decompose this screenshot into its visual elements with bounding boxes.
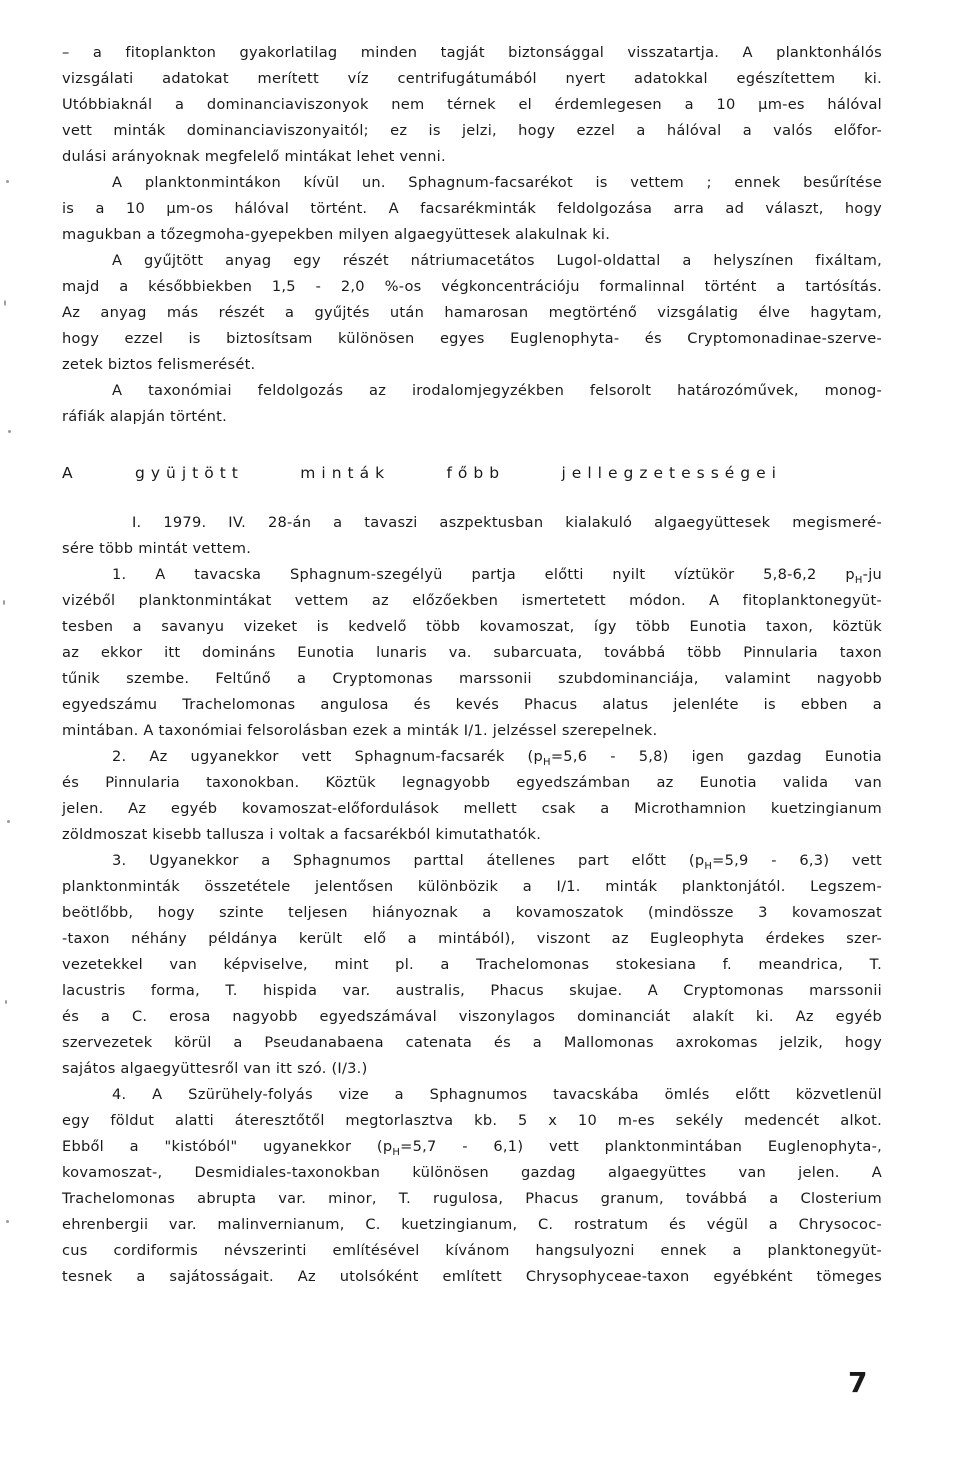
item-4-text-end: =5,7 - 6,1) vett planktonmintában Euglenophyta-, <box>400 1138 882 1155</box>
text-line: sajátos algaegyüttesről van itt szó. (I/3.) <box>62 1060 368 1077</box>
text-line: dulási arányoknak megfelelő mintákat lehet venni. <box>62 148 446 165</box>
text-line: tűnik szembe. Feltűnő a Cryptomonas marssonii szubdominanciája, valamint nagyobb <box>62 670 882 687</box>
scan-speck <box>5 1000 7 1004</box>
text-line: egy földut alatti áteresztőtől megtorlasztva kb. 5 x 10 m-es sekély medencét alkot. <box>62 1112 882 1129</box>
text-line: is a 10 μm-os hálóval történt. A facsarékminták feldolgozása arra ad választ, hogy <box>62 200 882 217</box>
text-line: ráfiák alapján történt. <box>62 408 227 425</box>
scan-speck <box>7 820 10 823</box>
item-2-text: 2. Az ugyanekkor vett Sphagnum-facsarék (p <box>112 748 544 765</box>
ph-subscript: H <box>392 1147 401 1158</box>
item-3-line <box>62 852 882 876</box>
section-heading: A gyüjtött minták főbb jellegzetességei <box>62 464 782 482</box>
text-line: az ekkor itt domináns Eunotia lunaris va. subarcuata, továbbá több Pinnularia taxon <box>62 644 882 661</box>
ph-subscript: H <box>854 575 863 586</box>
text-line: cus cordiformis névszerinti említésével kívánom hangsulyozni ennek a planktonegyüt- <box>62 1242 882 1259</box>
text-line: 4. A Szürühely-folyás vize a Sphagnumos tavacskába ömlés előtt közvetlenül <box>112 1086 882 1103</box>
text-line: majd a későbbiekben 1,5 - 2,0 %-os végkoncentrációju formalinnal történt a tartósítás. <box>62 278 882 295</box>
text-line: vizéből planktonmintákat vettem az előzőekben ismertetett módon. A fitoplanktonegyüt- <box>62 592 882 609</box>
scan-speck <box>3 600 5 605</box>
item-1-text: 1. A tavacska Sphagnum-szegélyü partja előtti nyilt víztükör 5,8-6,2 p <box>112 566 855 583</box>
text-line: egyedszámu Trachelomonas angulosa és kevés Phacus alatus jelenléte is ebben a <box>62 696 882 713</box>
text-line: I. 1979. IV. 28-án a tavaszi aszpektusban kialakuló algaegyüttesek megismeré- <box>132 514 882 531</box>
text-line: lacustris forma, T. hispida var. australis, Phacus skujae. A Cryptomonas marssonii <box>62 982 882 999</box>
text-line: – a fitoplankton gyakorlatilag minden tagját biztonsággal visszatartja. A planktonhálós <box>62 44 882 61</box>
text-line: jelen. Az egyéb kovamoszat-előfordulások mellett csak a Microthamnion kuetzingianum <box>62 800 882 817</box>
text-line: planktonminták összetétele jelentősen különbözik a I/1. minták planktonjától. Legszem- <box>62 878 882 895</box>
item-3-text-end: =5,9 - 6,3) vett <box>712 852 882 869</box>
text-line: magukban a tőzegmoha-gyepekben milyen algaegyüttesek alakulnak ki. <box>62 226 611 243</box>
page-number: 7 <box>848 1366 868 1399</box>
text-line: vezetekkel van képviselve, mint pl. a Trachelomonas stokesiana f. meandrica, T. <box>62 956 882 973</box>
text-line: A planktonmintákon kívül un. Sphagnum-facsarékot is vettem ; ennek besűrítése <box>112 174 882 191</box>
text-line: zetek biztos felismerését. <box>62 356 256 373</box>
text-line: A gyűjtött anyag egy részét nátriumacetátos Lugol-oldattal a helyszínen fixáltam, <box>112 252 882 269</box>
scan-speck <box>4 300 6 306</box>
item-4-text: Ebből a "kistóból" ugyanekkor (p <box>62 1138 393 1155</box>
scan-speck <box>6 1220 9 1223</box>
text-line: ehrenbergii var. malinvernianum, C. kuetzingianum, C. rostratum és végül a Chrysococ- <box>62 1216 882 1233</box>
text-line: vizsgálati adatokat merített víz centrifugátumából nyert adatokkal egészítettem ki. <box>62 70 882 87</box>
item-1-line <box>62 566 882 590</box>
ph-subscript: H <box>543 757 551 768</box>
ph-subscript: H <box>704 861 713 872</box>
text-line: zöldmoszat kisebb tallusza i voltak a facsarékból kimutathatók. <box>62 826 542 843</box>
text-line: -taxon néhány példánya került elő a mintából), viszont az Eugleophyta érdekes szer- <box>62 930 882 947</box>
text-line: kovamoszat-, Desmidiales-taxonokban különösen gazdag algaegyüttes van jelen. A <box>62 1164 882 1181</box>
text-line: és Pinnularia taxonokban. Köztük legnagyobb egyedszámban az Eunotia valida van <box>62 774 882 791</box>
text-line: hogy ezzel is biztosítsam különösen egyes Euglenophyta- és Cryptomonadinae-szerve- <box>62 330 882 347</box>
text-line: sére több mintát vettem. <box>62 540 252 557</box>
text-line: Trachelomonas abrupta var. minor, T. rugulosa, Phacus granum, továbbá a Closterium <box>62 1190 882 1207</box>
text-line: vett minták dominanciaviszonyaitól; ez is jelzi, hogy ezzel a hálóval a valós előfor- <box>62 122 882 139</box>
item-2-text-end: =5,6 - 5,8) igen gazdag Eunotia <box>550 748 882 765</box>
item-4-line <box>62 1138 882 1162</box>
scan-speck <box>8 430 11 433</box>
text-line: A taxonómiai feldolgozás az irodalomjegyzékben felsorolt határozóművek, monog- <box>112 382 882 399</box>
text-line: Az anyag más részét a gyűjtés után hamarosan megtörténő vizsgálatig élve hagytam, <box>62 304 882 321</box>
scan-speck <box>6 180 9 183</box>
text-line: beötlőbb, hogy szinte teljesen hiányoznak a kovamoszatok (mindössze 3 kovamoszat <box>62 904 882 921</box>
text-line: mintában. A taxonómiai felsorolásban ezek a minták I/1. jelzéssel szerepelnek. <box>62 722 658 739</box>
text-line: szervezetek körül a Pseudanabaena catenata és a Mallomonas axrokomas jelzik, hogy <box>62 1034 882 1051</box>
item-1-text-end: -ju <box>862 566 882 583</box>
item-2-line <box>62 748 882 772</box>
text-line: tesnek a sajátosságait. Az utolsóként említett Chrysophyceae-taxon egyébként tömeges <box>62 1268 882 1285</box>
item-3-text: 3. Ugyanekkor a Sphagnumos parttal átellenes part előtt (p <box>112 852 705 869</box>
text-line: és a C. erosa nagyobb egyedszámával viszonylagos dominanciát alakít ki. Az egyéb <box>62 1008 882 1025</box>
text-line: Utóbbiaknál a dominanciaviszonyok nem térnek el érdemlegesen a 10 μm-es hálóval <box>62 96 882 113</box>
text-line: tesben a savanyu vizeket is kedvelő több kovamoszat, így több Eunotia taxon, köztük <box>62 618 882 635</box>
